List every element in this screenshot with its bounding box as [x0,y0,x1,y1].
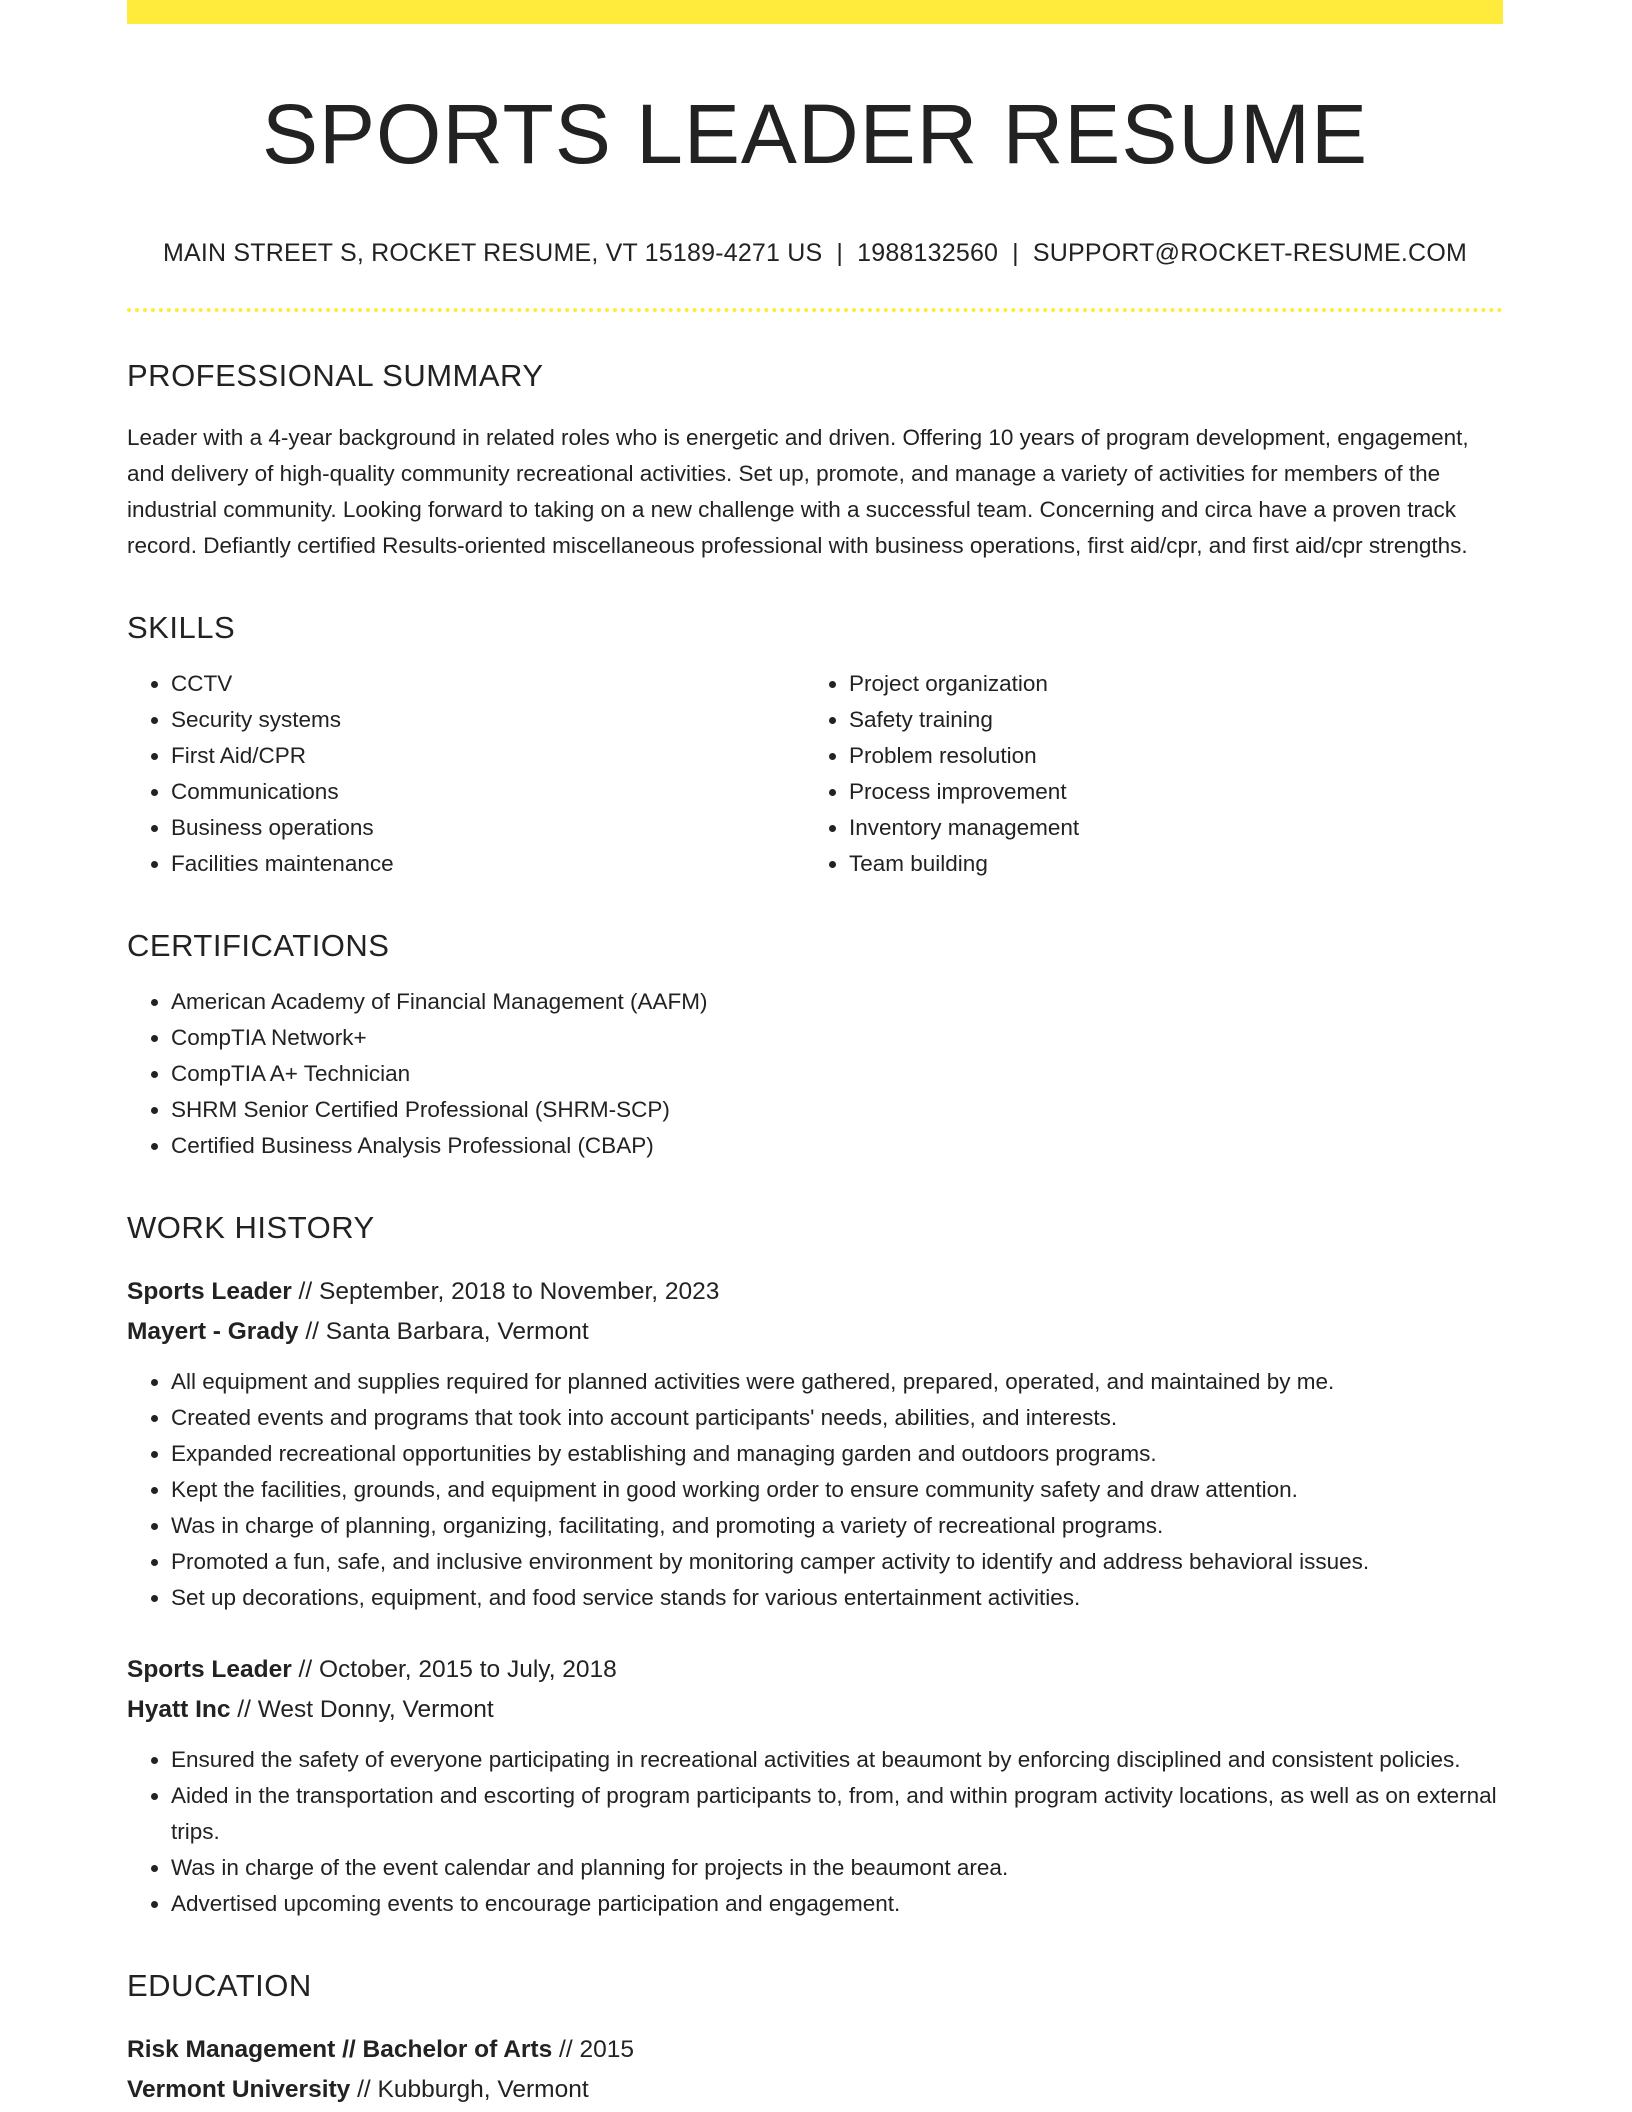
certifications-heading: CERTIFICATIONS [127,927,390,963]
certification-item: • CompTIA A+ Technician [171,1056,1503,1092]
contact-line [127,239,1503,268]
job-bullet: • Aided in the transportation and escorting of program participants to, from, and within program activity locations, as well as on external trips. [171,1778,1503,1850]
skill-item: • Safety training [849,702,1483,738]
education-degree-line [127,2030,1503,2070]
skill-item: • Inventory management [849,810,1483,846]
skill-item: • Business operations [171,810,805,846]
contact-phone: 1988132560 [857,238,999,267]
job-bullets [127,1364,1503,1616]
education-location: // Kubburgh, Vermont [350,2075,589,2103]
job-entry [127,1272,1503,1616]
skill-item: • Process improvement [849,774,1483,810]
resume-page [127,0,1503,2110]
contact-separator: | [836,238,844,267]
skills-grid [127,666,1503,882]
contact-email: SUPPORT@ROCKET-RESUME.COM [1032,238,1467,267]
job-spacer [127,1616,1503,1650]
job-bullets [127,1742,1503,1922]
education-school: Vermont University [127,2075,351,2103]
skill-item: • First Aid/CPR [171,738,805,774]
skill-item: • Problem resolution [849,738,1483,774]
education-school-line [127,2070,1503,2110]
job-dates: // September, 2018 to November, 2023 [291,1277,720,1305]
job-bullet: • Promoted a fun, safe, and inclusive environment by monitoring camper activity to identify and address behavioral issues. [171,1544,1503,1580]
job-bullet: • Created events and programs that took into account participants' needs, abilities, and interests. [171,1400,1503,1436]
skill-item: • Facilities maintenance [171,846,805,882]
skill-item: • Communications [171,774,805,810]
job-title-line [127,1272,1503,1312]
job-bullet: • Ensured the safety of everyone participating in recreational activities at beaumont by enforcing disciplined and consistent policies. [171,1742,1503,1778]
job-company: Mayert - Grady [127,1317,299,1345]
job-bullet: • All equipment and supplies required for planned activities were gathered, prepared, operated, and maintained by me. [171,1364,1503,1400]
accent-top-bar [127,0,1503,24]
resume-title: SPORTS LEADER RESUME [261,87,1369,181]
job-company: Hyatt Inc [127,1695,231,1723]
job-location: // West Donny, Vermont [230,1695,494,1723]
job-bullet: • Was in charge of the event calendar and planning for projects in the beaumont area. [171,1850,1503,1886]
contact-address: MAIN STREET S, ROCKET RESUME, VT 15189-4271 US [162,238,823,267]
job-role: Sports Leader [127,1655,292,1683]
job-bullet: • Set up decorations, equipment, and food service stands for various entertainment activities. [171,1580,1503,1616]
job-location: // Santa Barbara, Vermont [298,1317,589,1345]
job-company-line [127,1690,1503,1730]
skill-item: • Security systems [171,702,805,738]
certifications-list [127,984,1503,1164]
job-role: Sports Leader [127,1277,292,1305]
education-degree: Risk Management // Bachelor of Arts [127,2035,553,2063]
skill-item: • Team building [849,846,1483,882]
certification-item: • SHRM Senior Certified Professional (SHRM-SCP) [171,1092,1503,1128]
work-history-heading: WORK HISTORY [127,1209,375,1245]
dotted-divider [127,308,1503,312]
skill-item: • CCTV [171,666,805,702]
summary-heading: PROFESSIONAL SUMMARY [127,357,544,393]
certification-item: • Certified Business Analysis Professional (CBAP) [171,1128,1503,1164]
education-year: // 2015 [552,2035,634,2063]
job-bullet: • Was in charge of planning, organizing, facilitating, and promoting a variety of recreational programs. [171,1508,1503,1544]
education-heading: EDUCATION [127,1967,312,2003]
skills-left-list [127,666,805,882]
job-dates: // October, 2015 to July, 2018 [291,1655,617,1683]
job-company-line [127,1312,1503,1352]
job-bullet: • Advertised upcoming events to encourage participation and engagement. [171,1886,1503,1922]
skill-item: • Project organization [849,666,1483,702]
certification-item: • American Academy of Financial Management (AAFM) [171,984,1503,1020]
certification-item: • CompTIA Network+ [171,1020,1503,1056]
contact-separator: | [1012,238,1019,267]
job-bullet: • Expanded recreational opportunities by establishing and managing garden and outdoors programs. [171,1436,1503,1472]
skills-heading: SKILLS [127,609,236,645]
job-bullet: • Kept the facilities, grounds, and equipment in good working order to ensure community safety and draw attention. [171,1472,1503,1508]
job-title-line [127,1650,1503,1690]
skills-right-list [805,666,1483,882]
job-entry [127,1650,1503,1922]
summary-text: Leader with a 4-year background in related roles who is energetic and driven. Offering 10 years of program development, engagement, and delivery of high-quality community recreational activities. Set up, promote, and manage a variety of activities for members of the industrial community. Looking forward to taking on a new challenge with a successful team. Concerning and circa have a proven track record. Defiantly certified Results-oriented miscellaneous professional with business operations, first aid/cpr, and first aid/cpr strengths. [127,424,1469,558]
